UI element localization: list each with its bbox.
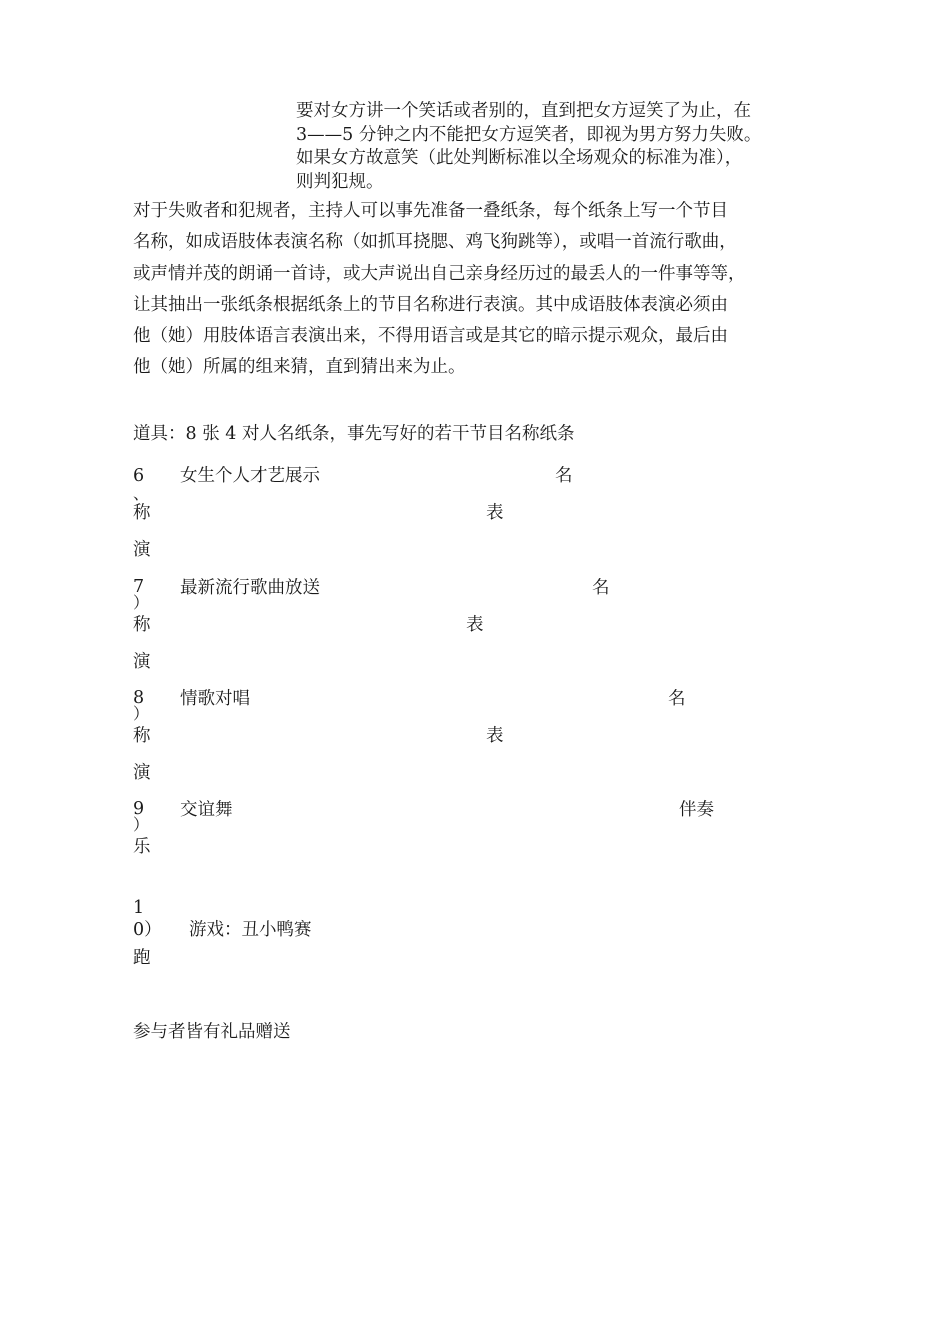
paragraph-line: 名称，如成语肢体表演名称（如抓耳挠腮、鸡飞狗跳等），或唱一首流行歌曲，: [133, 232, 737, 253]
item-mid-word: 表: [466, 615, 484, 635]
paragraph-line: 他（她）用肢体语言表演出来，不得用语言或是其它的暗示提示观众，最后由: [133, 326, 728, 347]
item-number: 0）: [133, 920, 162, 940]
paragraph-line: 他（她）所属的组来猜，直到猜出来为止。: [133, 357, 466, 378]
item-title: 最新流行歌曲放送: [180, 578, 320, 598]
item-mid-word: 表: [486, 726, 504, 746]
item-sub: 演: [133, 763, 151, 783]
item-number: 1: [133, 898, 145, 918]
indent-line: 3——5 分钟之内不能把女方逗笑者，即视为男方努力失败。: [296, 124, 762, 145]
item-number: 8: [133, 688, 145, 708]
item-sub: 称: [133, 503, 151, 523]
item-right-word: 伴奏: [679, 800, 714, 820]
item-sub: 乐: [133, 837, 151, 857]
item-number: 9: [133, 799, 145, 819]
indent-line: 如果女方故意笑（此处判断标准以全场观众的标准为准），: [296, 148, 743, 168]
item-right-word: 名: [668, 689, 686, 709]
item-mark: 、: [133, 484, 150, 503]
paragraph-line: 对于失败者和犯规者，主持人可以事先准备一叠纸条，每个纸条上写一个节目: [133, 201, 728, 221]
closing-line: 参与者皆有礼品赠送: [133, 1022, 291, 1042]
indent-block: [296, 100, 801, 194]
main-paragraph: [133, 196, 803, 384]
paragraph-line: 让其抽出一张纸条根据纸条上的节目名称进行表演。其中成语肢体表演必须由: [133, 294, 728, 315]
item-number: 7: [133, 577, 145, 597]
item-sub: 称: [133, 615, 151, 635]
item-mark: ）: [133, 704, 150, 723]
item-sub: 演: [133, 540, 151, 560]
item-right-word: 名: [555, 466, 573, 486]
item-mark: ）: [133, 815, 150, 834]
item-sub: 演: [133, 652, 151, 672]
props-line: 道具：8 张 4 对人名纸条，事先写好的若干节目名称纸条: [133, 424, 575, 444]
item-title: 女生个人才艺展示: [180, 466, 320, 486]
paragraph-line: 或声情并茂的朗诵一首诗，或大声说出自己亲身经历过的最丢人的一件事等等，: [133, 263, 746, 284]
item-title: 游戏：丑小鸭赛: [189, 920, 312, 940]
indent-line: 要对女方讲一个笑话或者别的，直到把女方逗笑了为止，在: [296, 101, 751, 121]
item-title: 情歌对唱: [180, 689, 250, 709]
item-title: 交谊舞: [180, 800, 233, 820]
indent-line: 则判犯规。: [296, 171, 384, 192]
item-sub: 跑: [133, 948, 151, 968]
item-mid-word: 表: [486, 503, 504, 523]
item-right-word: 名: [592, 578, 610, 598]
item-sub: 称: [133, 726, 151, 746]
item-mark: ）: [133, 593, 150, 612]
item-number: 6: [133, 466, 145, 486]
